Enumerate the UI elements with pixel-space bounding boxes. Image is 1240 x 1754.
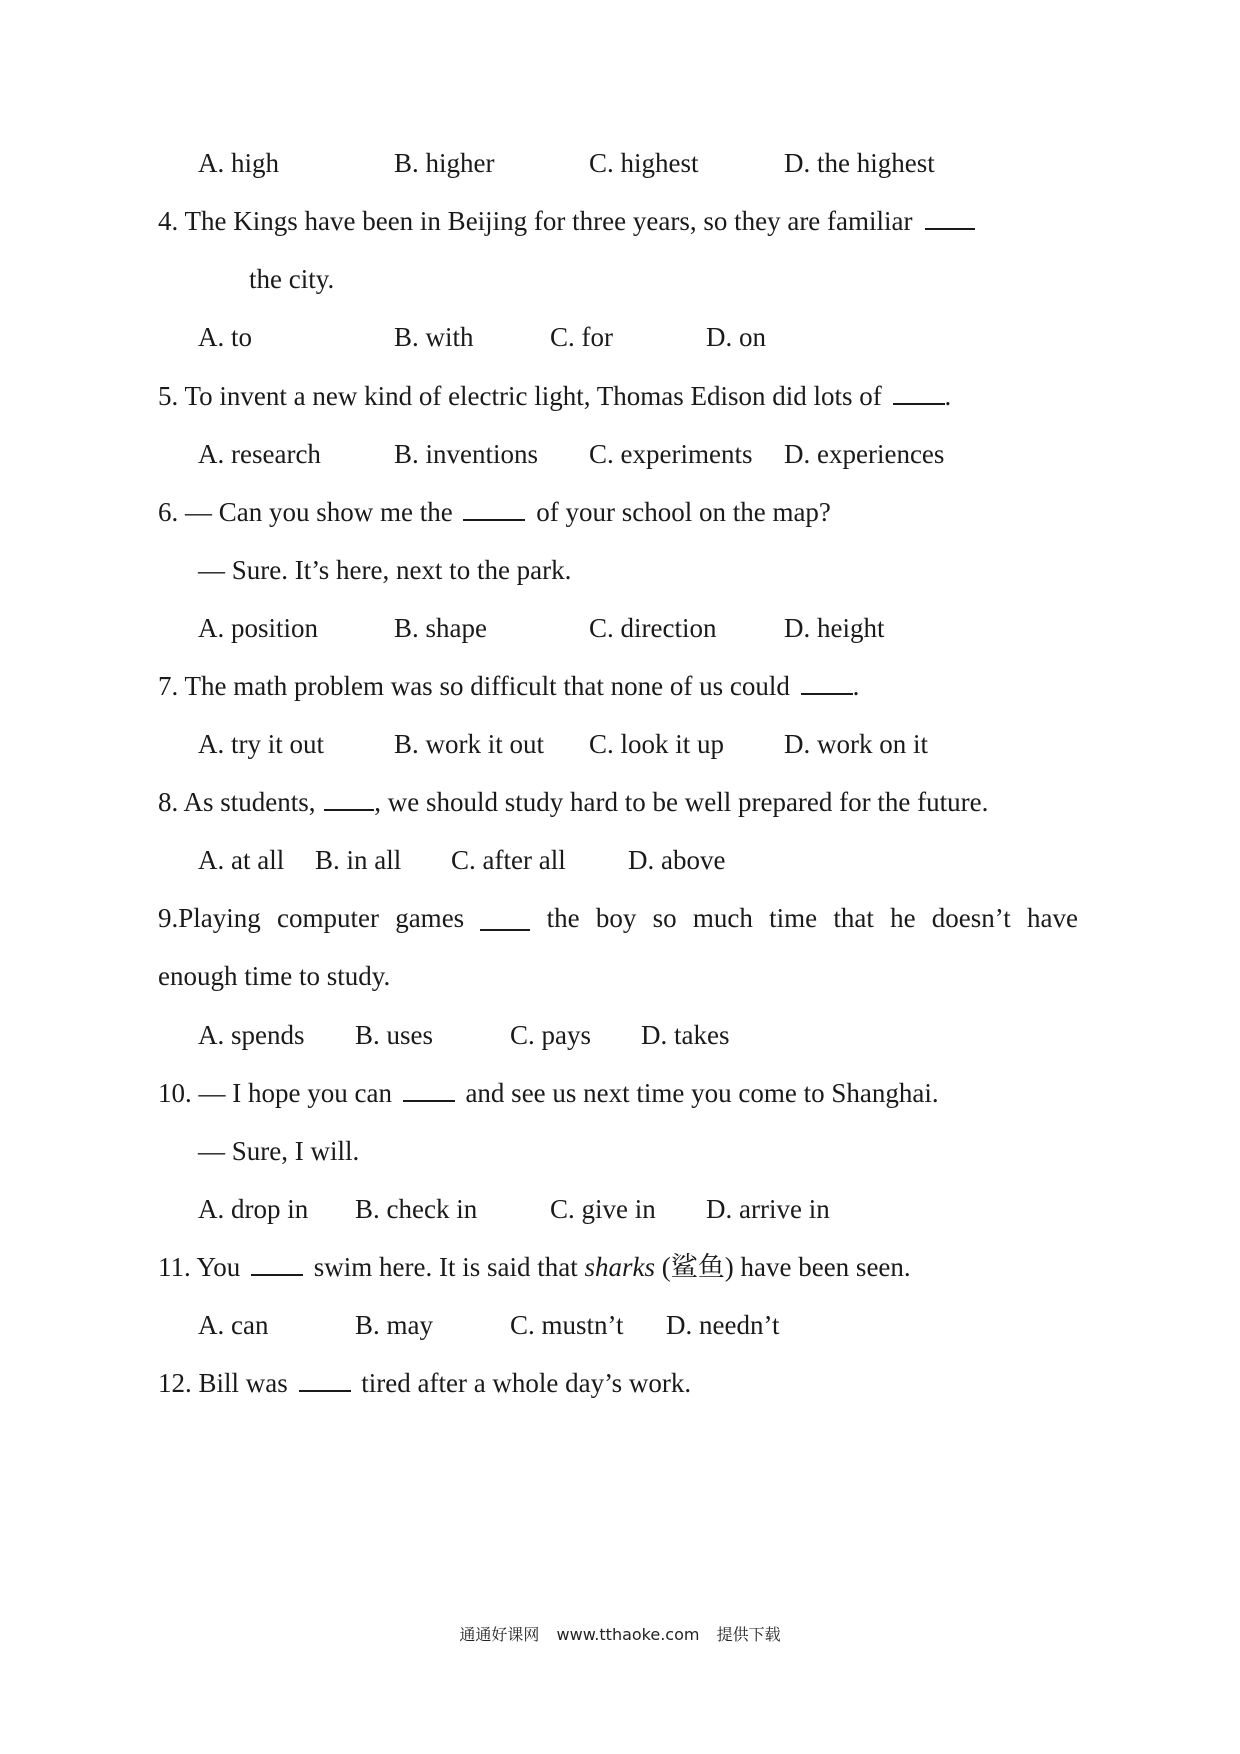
q3-option-b[interactable]: B. higher	[394, 148, 495, 178]
q11-option-b[interactable]: B. may	[355, 1310, 433, 1340]
q6-option-d[interactable]: D. height	[784, 613, 885, 643]
q9-word: the	[546, 903, 580, 933]
q8-stem-text: 8. As students,	[158, 787, 316, 817]
footer-site-name: 通通好课网	[459, 1625, 540, 1644]
q12-stem-text-2: tired after a whole day’s work.	[361, 1368, 692, 1398]
q7-option-a[interactable]: A. try it out	[198, 729, 324, 759]
q8-option-b[interactable]: B. in all	[315, 845, 402, 875]
q9-word: games	[395, 903, 465, 933]
q4-stem	[158, 204, 975, 238]
q11-italic-word: sharks	[584, 1252, 656, 1282]
q6-stem	[158, 495, 831, 529]
q3-option-a[interactable]: A. high	[198, 148, 279, 178]
q4-stem-text: 4. The Kings have been in Beijing for three years, so they are familiar	[158, 206, 913, 236]
q7-option-b[interactable]: B. work it out	[394, 729, 545, 759]
q9-word: 9.Playing	[158, 903, 261, 933]
footer-suffix: 提供下载	[716, 1625, 781, 1644]
q4-stem-cont: the city.	[249, 264, 335, 294]
q9-option-c[interactable]: C. pays	[510, 1020, 591, 1050]
q6-option-c[interactable]: C. direction	[589, 613, 717, 643]
q10-stem-text: 10. — I hope you can	[158, 1078, 392, 1108]
footer-url[interactable]: www.tthaoke.com	[556, 1625, 700, 1644]
q3-option-c[interactable]: C. highest	[589, 148, 699, 178]
q9-word: he	[890, 903, 916, 933]
q10-reply: — Sure, I will.	[198, 1136, 360, 1166]
q8-stem-text-2: , we should study hard to be well prepared for the future.	[374, 787, 989, 817]
q5-option-b[interactable]: B. inventions	[394, 439, 539, 469]
q5-option-a[interactable]: A. research	[198, 439, 321, 469]
q10-option-c[interactable]: C. give in	[550, 1194, 656, 1224]
q3-option-d[interactable]: D. the highest	[784, 148, 935, 178]
q9-word: that	[833, 903, 874, 933]
q11-stem-text-2: swim here. It is said that	[313, 1252, 578, 1282]
q5-stem-text: 5. To invent a new kind of electric light, Thomas Edison did lots of	[158, 381, 882, 411]
q9-option-d[interactable]: D. takes	[641, 1020, 730, 1050]
q9-word: computer	[277, 903, 379, 933]
q12-blank	[299, 1368, 351, 1392]
q4-option-c[interactable]: C. for	[550, 322, 613, 352]
q6-stem-text: 6. — Can you show me the	[158, 497, 453, 527]
q9-word: boy	[595, 903, 637, 933]
q8-option-a[interactable]: A. at all	[198, 845, 285, 875]
q6-stem-text-2: of your school on the map?	[536, 497, 831, 527]
q9-word: have	[1027, 903, 1078, 933]
q7-stem-end: .	[852, 671, 860, 701]
q10-stem-text-2: and see us next time you come to Shanghai.	[465, 1078, 939, 1108]
q5-blank	[893, 381, 945, 405]
q7-stem	[158, 669, 859, 703]
q11-option-d[interactable]: D. needn’t	[666, 1310, 780, 1340]
q8-blank	[324, 787, 374, 811]
q4-option-b[interactable]: B. with	[394, 322, 474, 352]
q5-option-c[interactable]: C. experiments	[589, 439, 753, 469]
q9-option-a[interactable]: A. spends	[198, 1020, 305, 1050]
q9-word: much	[692, 903, 753, 933]
q9-stem-cont: enough time to study.	[158, 961, 391, 991]
q6-option-b[interactable]: B. shape	[394, 613, 487, 643]
page-footer	[0, 1622, 1240, 1645]
q10-option-d[interactable]: D. arrive in	[706, 1194, 830, 1224]
q4-option-a[interactable]: A. to	[198, 322, 252, 352]
q9-blank	[480, 907, 530, 931]
q7-blank	[801, 671, 853, 695]
q11-option-a[interactable]: A. can	[198, 1310, 269, 1340]
q8-option-c[interactable]: C. after all	[451, 845, 566, 875]
q9-option-b[interactable]: B. uses	[355, 1020, 434, 1050]
q8-option-d[interactable]: D. above	[628, 845, 726, 875]
q11-blank	[251, 1252, 303, 1276]
q5-stem-end: .	[944, 381, 952, 411]
q11-stem-text-3: (鲨鱼) have been seen.	[661, 1252, 911, 1282]
q10-stem	[158, 1076, 939, 1110]
q4-option-d[interactable]: D. on	[706, 322, 766, 352]
q6-reply: — Sure. It’s here, next to the park.	[198, 555, 572, 585]
q5-stem	[158, 379, 951, 413]
q10-option-b[interactable]: B. check in	[355, 1194, 478, 1224]
q9-word: time	[769, 903, 818, 933]
q12-stem-text: 12. Bill was	[158, 1368, 288, 1398]
q7-option-c[interactable]: C. look it up	[589, 729, 725, 759]
q9-word: doesn’t	[931, 903, 1011, 933]
q8-stem	[158, 785, 988, 819]
q9-stem	[158, 901, 1078, 935]
q11-stem	[158, 1250, 911, 1284]
q7-stem-text: 7. The math problem was so difficult that none of us could	[158, 671, 790, 701]
q10-option-a[interactable]: A. drop in	[198, 1194, 309, 1224]
q11-stem-text: 11. You	[158, 1252, 241, 1282]
q7-option-d[interactable]: D. work on it	[784, 729, 928, 759]
q5-option-d[interactable]: D. experiences	[784, 439, 945, 469]
q9-word: so	[652, 903, 677, 933]
q6-option-a[interactable]: A. position	[198, 613, 319, 643]
q12-stem	[158, 1366, 691, 1400]
q10-blank	[403, 1078, 455, 1102]
q6-blank	[463, 497, 525, 521]
q11-option-c[interactable]: C. mustn’t	[510, 1310, 624, 1340]
q4-blank	[925, 206, 975, 230]
